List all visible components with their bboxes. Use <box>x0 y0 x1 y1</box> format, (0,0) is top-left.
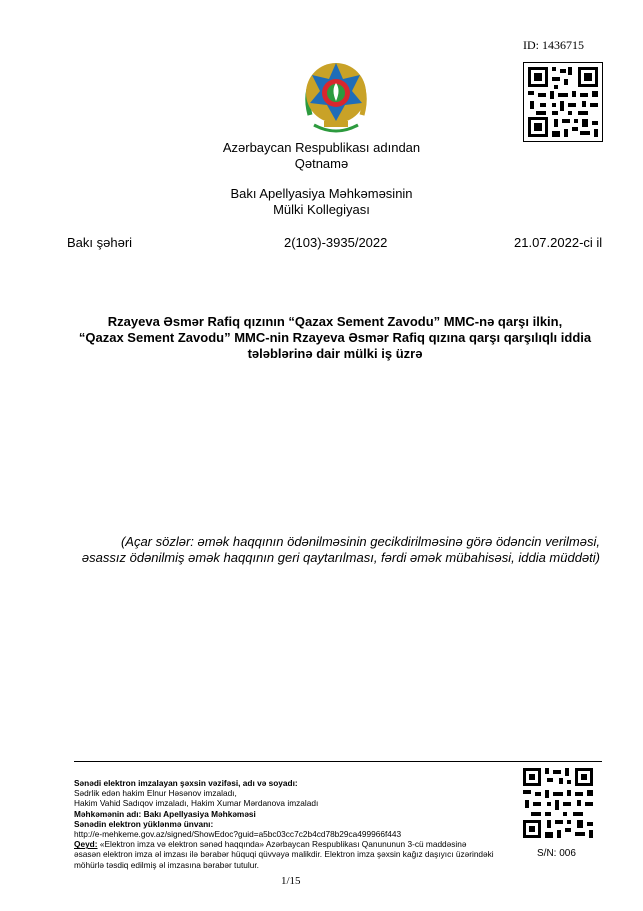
url-label: Sənədin elektron yüklənmə ünvanı: <box>74 818 214 829</box>
qr-code-top <box>523 62 603 142</box>
note-text: əsasən elektron imza əl imzası ilə bərabər hüquqi qüvvəyə malikdir. Elektron imza şəxsin kağız daşıyıcı üzərindəki <box>74 849 494 860</box>
note-text: «Elektron imza və elektron sənəd haqqında» Azərbaycan Respublikası Qanununun 3-cü maddəsinə <box>99 839 467 850</box>
court-line <box>74 809 519 819</box>
court-name: Bakı Apellyasiya Məhkəməsi <box>143 808 256 819</box>
court-name-line2: Mülki Kollegiyası <box>273 202 370 217</box>
case-title <box>70 314 600 362</box>
note-line <box>74 839 519 849</box>
republic-heading: Azərbaycan Respublikası adından <box>222 140 421 155</box>
page-number: 1/15 <box>281 875 301 887</box>
state-emblem <box>300 57 372 135</box>
qr-code-bottom <box>521 766 595 840</box>
signer-line: Hakim Vahid Sadıqov imzaladı, Hakim Xumar Mərdanova imzaladı <box>74 798 319 809</box>
note-label: Qeyd: <box>74 839 98 850</box>
qr-code-icon <box>521 766 595 840</box>
signer-label: Sənədi elektron imzalayan şəxsin vəzifəsi, adı və soyadı: <box>74 778 298 788</box>
case-title-line: “Qazax Sement Zavodu” MMC-nin Rzayeva Əsmər Rafiq qızına qarşı qarşılıqlı iddia <box>78 330 592 345</box>
keywords <box>40 534 600 566</box>
serial-number: S/N: 006 <box>537 848 576 859</box>
decision-date: 21.07.2022-ci il <box>514 235 603 250</box>
document-id: ID: 1436715 <box>523 38 584 52</box>
footer-divider <box>74 761 602 762</box>
case-number: 2(103)-3935/2022 <box>284 235 388 250</box>
download-url[interactable]: http://e-mehkeme.gov.az/signed/ShowEdoc?guid=a5bc03cc7c2b4cd78b29ca499966f443 <box>74 829 402 840</box>
court-label: Məhkəmənin adı: <box>74 808 142 819</box>
azerbaijan-emblem-icon <box>300 57 372 135</box>
keywords-line: (Açar sözlər: əmək haqqının ödənilməsinin gecikdirilməsinə görə ödəncin verilməsi, <box>120 534 600 549</box>
keywords-line: əsassız ödənilmiş əmək haqqının geri qaytarılması, fərdi əmək mübahisəsi, iddia müddəti) <box>81 550 600 565</box>
note-text: möhürlə təsdiq edilmiş əl imzasına bərabər tutulur. <box>74 859 259 870</box>
signer-line: Sədrlik edən hakim Elnur Həsənov imzaladı, <box>74 788 237 799</box>
court-name-line1: Bakı Apellyasiya Məhkəməsinin <box>230 186 413 201</box>
document-type: Qətnamə <box>294 156 349 171</box>
case-title-line: tələblərinə dair mülki iş üzrə <box>247 346 423 361</box>
qr-code-icon <box>524 63 602 141</box>
city: Bakı şəhəri <box>67 235 133 250</box>
signature-footer <box>74 778 519 870</box>
case-title-line: Rzayeva Əsmər Rafiq qızının “Qazax Sement Zavodu” MMC-nə qarşı ilkin, <box>107 314 563 329</box>
